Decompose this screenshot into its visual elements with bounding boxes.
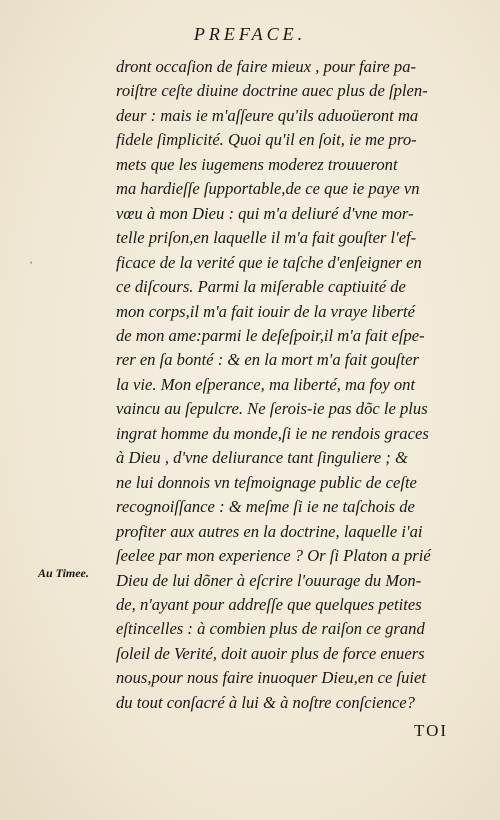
text-line: dront occaſion de faire mieux , pour faire pa-	[116, 57, 417, 76]
text-line: la vie. Mon eſperance, ma liberté, ma foy ont	[116, 374, 416, 394]
text-line: deur : mais ie m'aſſeure qu'ils aduoüeront ma	[116, 105, 419, 125]
text-line: ne lui donnois vn teſmoignage public de ceſte	[116, 472, 417, 492]
running-title: PREFACE.	[193, 24, 307, 44]
text-line: nous,pour nous faire inuoquer Dieu,en ce ſuiet	[116, 668, 427, 688]
margin-mark: '	[30, 258, 33, 272]
text-line: Dieu de lui dõner à eſcrire l'ouurage du Mon-	[116, 570, 422, 590]
text-line: du tout conſacré à lui & à noſtre conſcience?	[116, 692, 415, 712]
text-line: de mon ame:parmi le deſeſpoir,il m'a fait eſpe-	[116, 325, 425, 345]
text-line: rer en ſa bonté : & en la mort m'a fait gouſter	[116, 350, 419, 370]
text-line: ce diſcours. Parmi la miſerable captiuité de	[116, 277, 406, 297]
text-line: recognoiſſance : & meſme ſi ie ne taſchois de	[116, 497, 415, 517]
text-line: mets que les iugemens moderez trouueront	[116, 154, 398, 174]
catchword: TOI	[414, 721, 449, 740]
text-line: eſtincelles : à combien plus de raiſon ce grand	[116, 619, 425, 639]
body-text-block	[116, 55, 478, 715]
text-line: ficace de la verité que ie taſche d'enſeigner en	[116, 252, 422, 272]
text-line: mon corps,il m'a fait iouir de la vraye liberté	[116, 301, 415, 321]
text-line: de, n'ayant pour addreſſe que quelques petites	[116, 594, 422, 614]
text-line: vœu à mon Dieu : qui m'a deliuré d'vne mor-	[116, 203, 414, 223]
marginal-note: Au Timee.	[38, 566, 89, 580]
text-line: à Dieu , d'vne deliurance tant ſinguliere ; &	[116, 448, 408, 468]
text-line: ma hardieſſe ſupportable,de ce que ie paye vn	[116, 179, 420, 199]
text-line: profiter aux autres en la doctrine, laquelle i'ai	[116, 521, 423, 541]
text-line: fidele ſimplicité. Quoi qu'il en ſoit, ie me pro-	[116, 130, 417, 150]
text-line: ingrat homme du monde,ſi ie ne rendois graces	[116, 423, 429, 443]
text-line: vaincu au ſepulcre. Ne ſerois-ie pas dõc le plus	[116, 399, 428, 419]
text-line: roiſtre ceſte diuine doctrine auec plus de ſplen-	[116, 81, 428, 101]
text-line: ſeelee par mon experience ? Or ſi Platon a prié	[116, 546, 431, 566]
text-line: ſoleil de Verité, doit auoir plus de force enuers	[116, 643, 425, 663]
text-line: telle priſon,en laquelle il m'a fait gouſter l'ef-	[116, 228, 417, 248]
